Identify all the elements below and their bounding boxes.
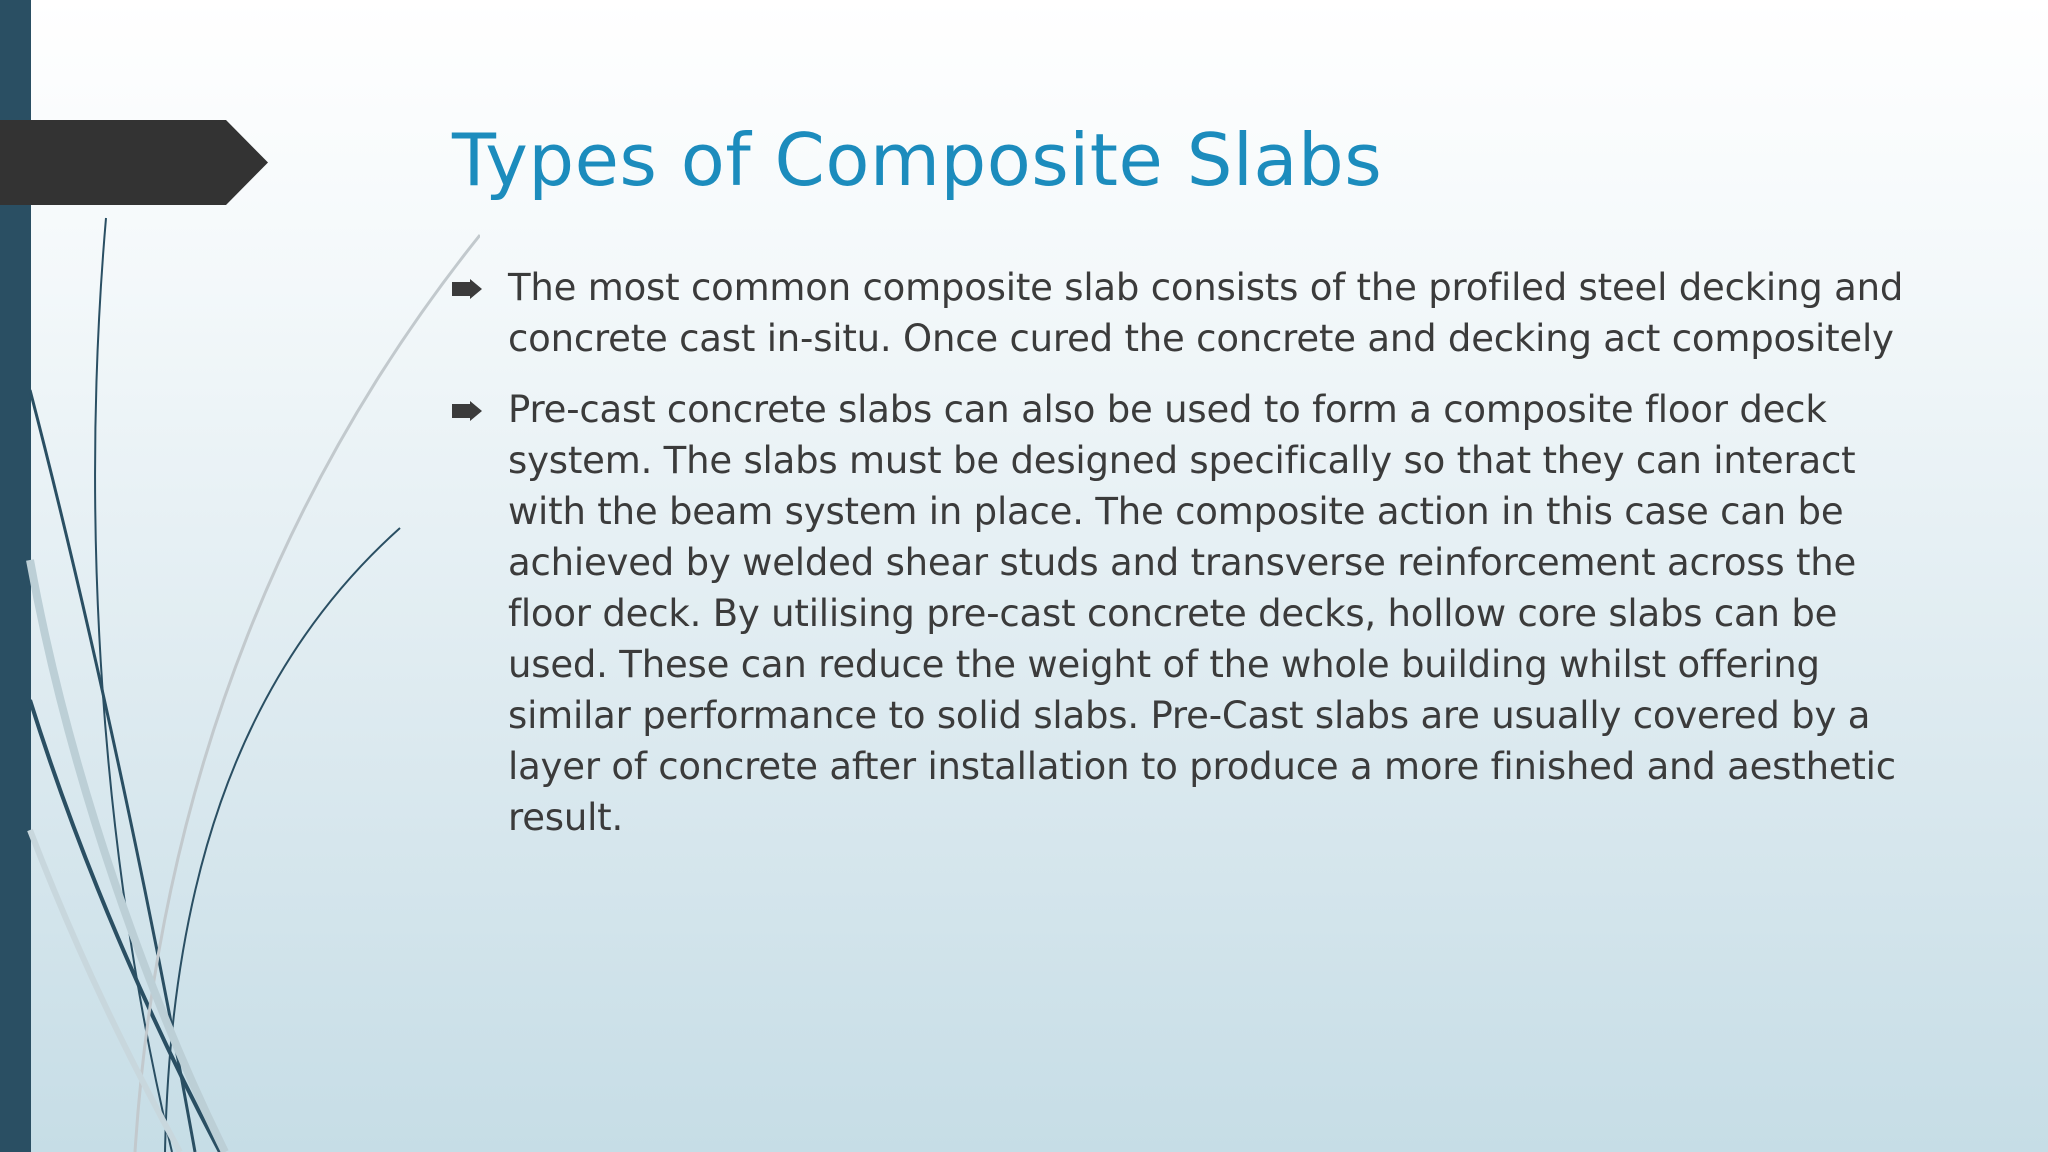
- bullet-item: [452, 384, 1932, 843]
- arrow-right-icon: [452, 401, 482, 421]
- bullet-list: [452, 262, 1932, 863]
- slide-title: Types of Composite Slabs: [452, 118, 1383, 202]
- bullet-text: The most common composite slab consists of the profiled steel decking and concrete cast in-situ. Once cured the concrete and decking act compositely: [508, 266, 1904, 360]
- bullet-text: Pre-cast concrete slabs can also be used to form a composite floor deck system. The slabs must be designed specifically so that they can interact with the beam system in place. The composite action in this case can be achieved by welded shear studs and transverse reinforcement across the floor deck. By utilising pre-cast concrete decks, hollow core slabs can be used. These can reduce the weight of the whole building whilst offering similar performance to solid slabs. Pre-Cast slabs are usually covered by a layer of concrete after installation to produce a more finished and aesthetic result.: [508, 388, 1896, 839]
- title-arrow-tab: [0, 120, 268, 205]
- arrow-right-icon: [452, 279, 482, 299]
- bullet-item: [452, 262, 1932, 364]
